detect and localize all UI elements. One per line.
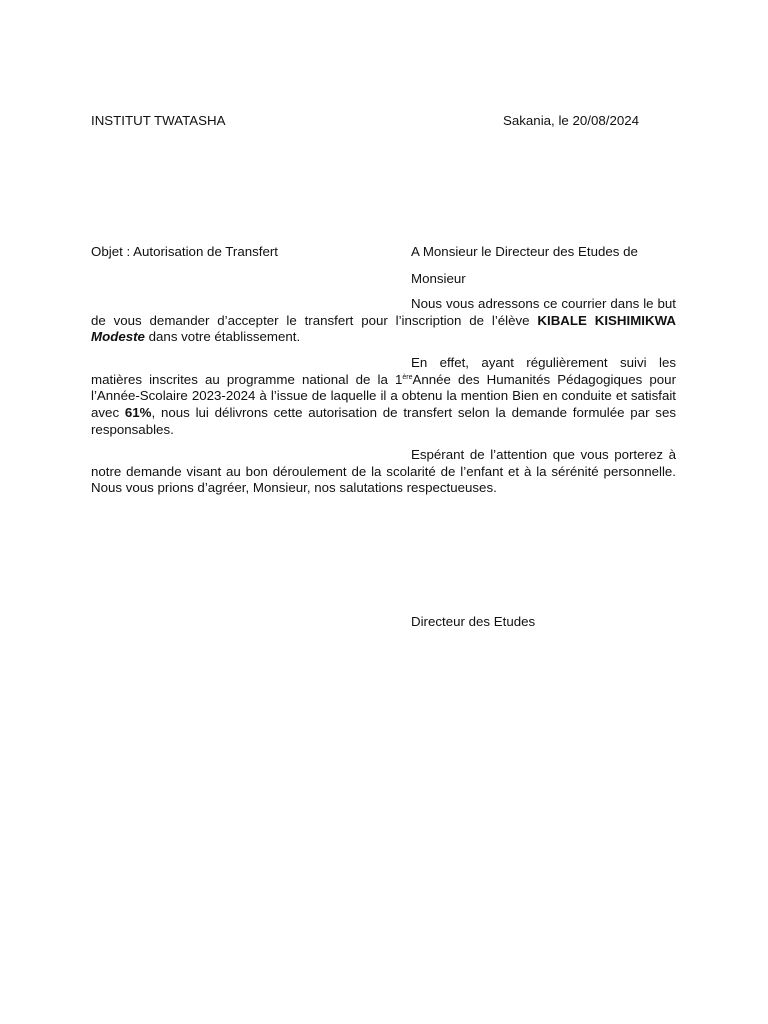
recipient-line: A Monsieur le Directeur des Etudes de [411, 244, 638, 259]
ordinal-superscript: ère [402, 373, 413, 381]
p2-text-start: En effet, ayant régulièrement suivi les matières inscrites au programme national de la 1 [91, 355, 676, 387]
p1-text-end: dans votre établissement. [144, 329, 301, 345]
body-paragraph-1 [91, 296, 676, 346]
institution-name: INSTITUT TWATASHA [91, 113, 226, 128]
student-firstname: Modeste [91, 329, 145, 345]
body-paragraph-3: Espérant de l’attention que vous porterez à notre demande visant au bon déroulement de la scolarité de l’enfant et à la sérénité personnelle. Nous vous prions d’agréer, Monsieur, nos salutations respectueuses. [91, 447, 676, 496]
place-date: Sakania, le 20/08/2024 [503, 113, 640, 128]
letter-subject: Objet : Autorisation de Transfert [91, 244, 278, 259]
percentage-value: 61% [124, 405, 152, 421]
p2-text-end: , nous lui délivrons cette autorisation de transfert selon la demande formulée par ses responsables. [91, 405, 676, 437]
p1-text-start: Nous vous adressons ce courrier dans le but de vous demander d’accepter le transfert pour l’inscription de l’élève [91, 296, 676, 328]
recipient-salutation: Monsieur [411, 271, 466, 286]
p2-text-middle: Année des Humanités Pédagogiques pour l’Année-Scolaire 2023-2024 à l’issue de laquelle il a obtenu la mention Bien en conduite et satisfait avec [91, 371, 676, 421]
body-paragraph-2 [91, 355, 676, 439]
student-lastname: KIBALE KISHIMIKWA [537, 312, 676, 328]
signature-title: Directeur des Etudes [411, 614, 536, 629]
